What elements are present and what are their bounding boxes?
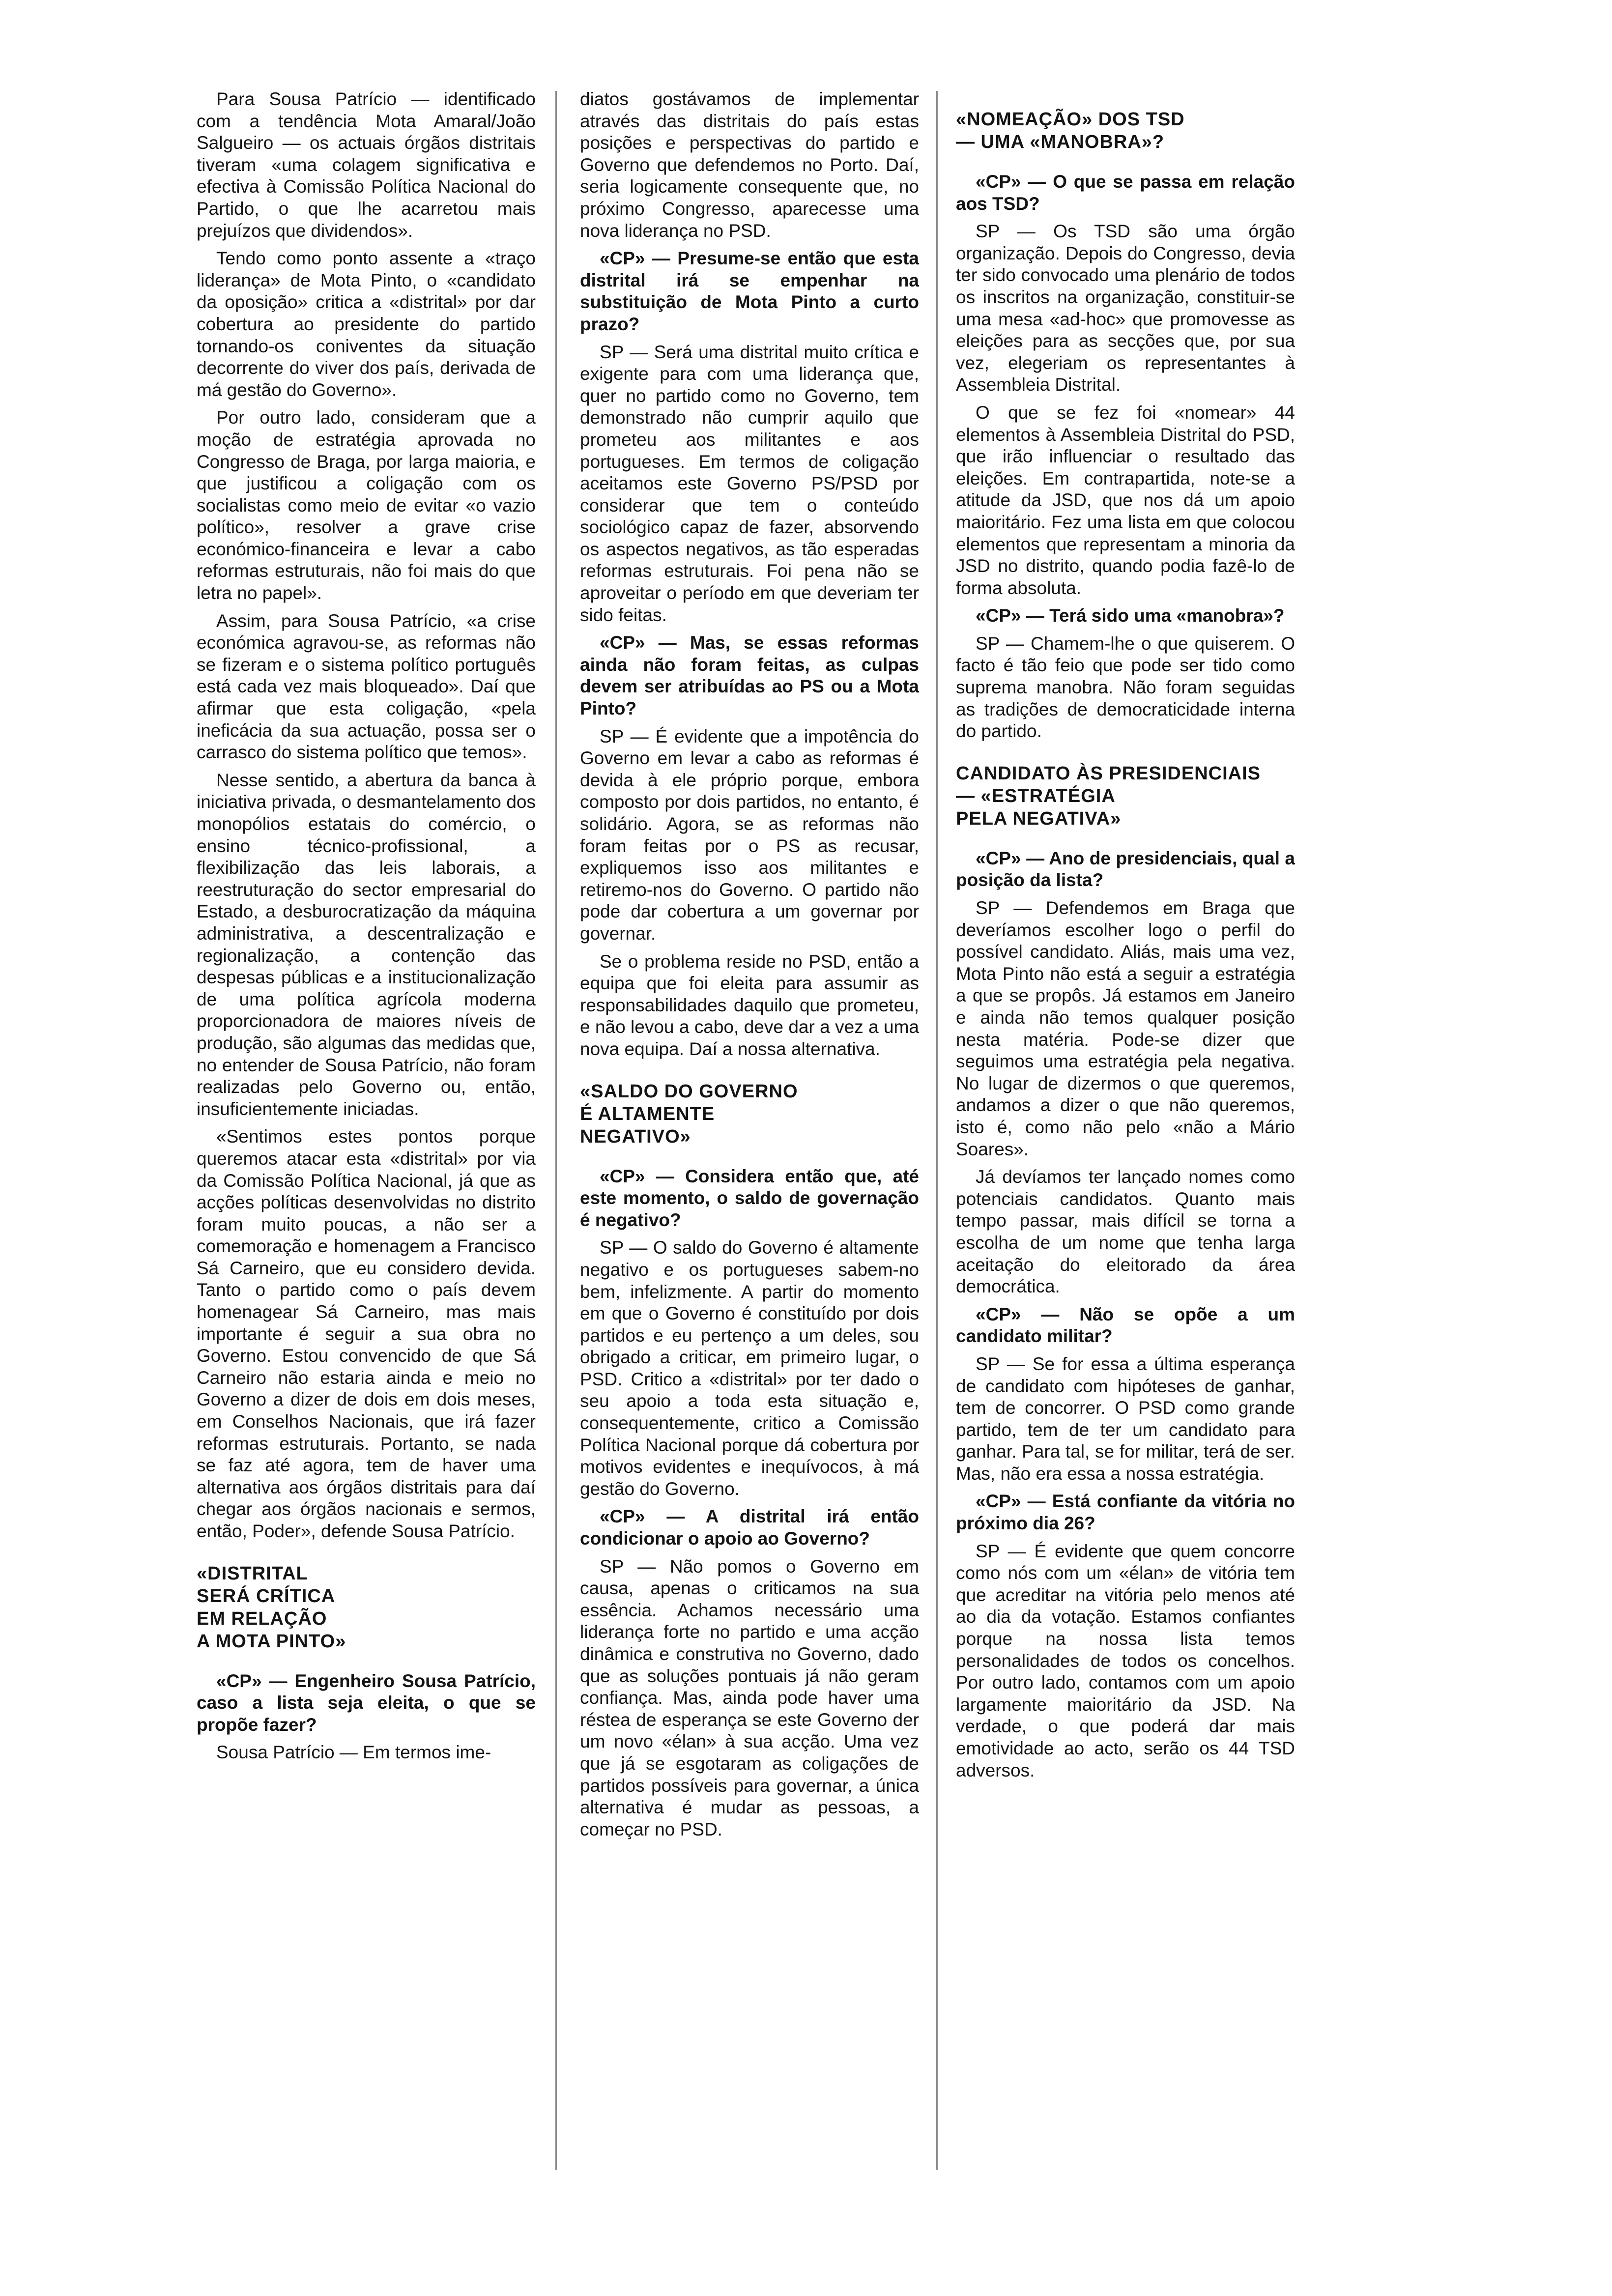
section-heading-line: «DISTRITAL [197, 1563, 308, 1584]
section-heading [580, 1080, 919, 1148]
paragraph: SP — Será uma distrital muito crítica e exigente para com uma liderança que, quer no partido como no Governo, tem demonstrado não cumprir aquilo que prometeu aos militantes e aos portugueses. Em termos de coligação aceitamos este Governo PS/PSD por considerar que tem o conteúdo sociológico capaz de fazer, absorvendo os aspectos negativos, as tão esperadas reformas estruturais. Foi pena não se aproveitar o período em que deveriam ter sido feitas. [580, 342, 919, 625]
section-heading-line: «NOMEAÇÃO» DOS TSD [956, 109, 1185, 130]
paragraph: SP — Defendemos em Braga que deveríamos escolher logo o perfil do possível candidato. Aliás, mais uma vez, Mota Pinto não está a seguir a estratégia a que se propôs. Já estamos em Janeiro e ainda não temos qualquer posição nesta matéria. Pode-se dizer que seguimos uma estratégia pela negativa. No lugar de dizermos o que queremos, andamos a dizer o que não queremos, isto é, como não pelo «não a Mário Soares». [956, 898, 1295, 1159]
interview-question: «CP» — Não se opõe a um candidato militar? [956, 1304, 1295, 1347]
interview-question: «CP» — Está confiante da vitória no próximo dia 26? [956, 1491, 1295, 1534]
section-heading-line: — UMA «MANOBRA»? [956, 132, 1165, 152]
paragraph: SP — Se for essa a última esperança de candidato com hipóteses de ganhar, tem de concorrer. O PSD como grande partido, tem de ter um candidato para ganhar. Para tal, se for militar, terá de ser. Mas, não era essa a nossa estratégia. [956, 1353, 1295, 1484]
section-heading-line: — «ESTRATÉGIA [956, 785, 1116, 806]
section-heading-line: «SALDO DO GOVERNO [580, 1081, 798, 1102]
article-column-2 [580, 88, 919, 1846]
paragraph: Assim, para Sousa Patrício, «a crise económica agravou-se, as reformas não se fizeram e o sistema político português está cada vez mais bloqueado». Daí que afirmar que esta coligação, «pela ineficácia da sua actuação, possa ser o carrasco do sistema político que temos». [197, 610, 536, 763]
paragraph: «Sentimos estes pontos porque queremos atacar esta «distrital» por via da Comissão Política Nacional, já que as acções políticas desenvolvidas no distrito foram muito poucas, a não ser a comemoração e homenagem a Francisco Sá Carneiro, que eu considero devida. Tanto o partido como o país devem homenagear Sá Carneiro, mas mais importante é seguir a sua obra no Governo. Estou convencido de que Sá Carneiro não estaria ainda e meio no Governo a dizer de dois em dois meses, em Conselhos Nacionais, que irá fazer reformas estruturais. Portanto, se nada se faz até agora, tem de haver uma alternativa aos órgãos distritais para daí chegar aos órgãos nacionais e sermos, então, Poder», defende Sousa Patrício. [197, 1126, 536, 1541]
section-heading [197, 1562, 536, 1653]
interview-question: «CP» — O que se passa em relação aos TSD? [956, 172, 1295, 214]
paragraph: Sousa Patrício — Em termos ime- [216, 1742, 491, 1763]
interview-question: «CP» — Mas, se essas reformas ainda não foram feitas, as culpas devem ser atribuídas ao PS ou a Mota Pinto? [580, 632, 919, 719]
section-heading [956, 108, 1295, 153]
paragraph: Para Sousa Patrício — identificado com a tendência Mota Amaral/João Salgueiro — os actuais órgãos distritais tiveram «uma colagem significativa e efectiva à Comissão Política Nacional do Partido, o que lhe acarretou mais prejuízos que dividendos». [197, 89, 536, 241]
paragraph: SP — Chamem-lhe o que quiserem. O facto é tão feio que pode ser tido como suprema manobra. Não foram seguidas as tradições de democraticidade interna do partido. [956, 633, 1295, 742]
section-heading-line: É ALTAMENTE [580, 1103, 715, 1124]
column-rule [936, 91, 938, 2170]
section-heading-line: SERÁ CRÍTICA [197, 1585, 336, 1607]
column-rule [555, 91, 557, 2170]
article-column-1 [197, 88, 536, 1770]
interview-question: «CP» — Engenheiro Sousa Patrício, caso a lista seja eleita, o que se propõe fazer? [197, 1670, 536, 1735]
paragraph: SP — É evidente que quem concorre como nós com um «élan» de vitória tem que acreditar na vitória pelo menos até ao dia da votação. Estamos confiantes porque na nossa lista temos personalidades de todos os concelhos. Por outro lado, contamos com um apoio largamente maioritário da JSD. Na verdade, o que poderá dar mais emotividade ao acto, serão os 44 TSD adversos. [956, 1541, 1295, 1780]
section-heading-line: A MOTA PINTO» [197, 1631, 346, 1652]
section-heading-line: NEGATIVO» [580, 1126, 691, 1147]
interview-question: «CP» — Presume-se então que esta distrital irá se empenhar na substituição de Mota Pinto a curto prazo? [580, 248, 919, 334]
section-heading-line: PELA NEGATIVA» [956, 808, 1122, 829]
paragraph: Por outro lado, consideram que a moção de estratégia aprovada no Congresso de Braga, por larga maioria, e que justificou a coligação com os socialistas como meio de evitar «o vazio político», resolver a grave crise económico-financeira e levar a cabo reformas estruturais, não foi mais do que letra no papel». [197, 407, 536, 603]
interview-question: «CP» — A distrital irá então condicionar o apoio ao Governo? [580, 1506, 919, 1549]
paragraph: SP — O saldo do Governo é altamente negativo e os portugueses sabem-no bem, infelizmente. A partir do momento em que o Governo é constituído por dois partidos e eu pertenço a um deles, sou obrigado a criticar, em primeiro lugar, o PSD. Critico a «distrital» por ter dado o seu apoio a toda esta situação e, consequentemente, critico a Comissão Política Nacional porque dá cobertura por motivos evidentes e inequívocos, à má gestão do Governo. [580, 1237, 919, 1499]
paragraph: Já devíamos ter lançado nomes como potenciais candidatos. Quanto mais tempo passar, mais difícil se torna a escolha de um nome que tenha larga aceitação do eleitorado da área democrática. [956, 1167, 1295, 1297]
paragraph: Nesse sentido, a abertura da banca à iniciativa privada, o desmantelamento dos monopólios estatais do comércio, o ensino técnico-profissional, a flexibilização das leis laborais, a reestruturação do sector empresarial do Estado, a desburocratização da máquina administrativa, a descentralização e regionalização, a contenção das despesas públicas e a institucionalização de uma política agrícola moderna proporcionadora de maiores níveis de produção, são algumas das medidas que, no entender de Sousa Patrício, não foram realizadas pelo Governo ou, então, insuficientemente iniciadas. [197, 770, 536, 1119]
interview-question: «CP» — Terá sido uma «manobra»? [976, 605, 1285, 626]
section-heading-line: CANDIDATO ÀS PRESIDENCIAIS [956, 763, 1261, 784]
paragraph: SP — Os TSD são uma órgão organização. Depois do Congresso, devia ter sido convocado uma plenário de todos os inscritos na organização, constituir-se uma mesa «ad-hoc» que promovesse as eleições para as secções que, por sua vez, elegeriam os representantes à Assembleia Distrital. [956, 221, 1295, 395]
paragraph: O que se fez foi «nomear» 44 elementos à Assembleia Distrital do PSD, que irão influenciar o resultado das eleições. Em contrapartida, note-se a atitude da JSD, que nos dá um apoio maioritário. Fez uma lista em que colocou elementos que representam a minoria da JSD no distrito, quando podia fazê-lo de forma absoluta. [956, 402, 1295, 598]
section-heading [956, 762, 1295, 830]
article-column-3 [956, 88, 1295, 1787]
paragraph: Tendo como ponto assente a «traço liderança» de Mota Pinto, o «candidato da oposição» critica a «distrital» por dar cobertura ao presidente do partido tornando-os coniventes da situação decorrente do viver dos país, derivada de má gestão do Governo». [197, 248, 536, 400]
paragraph: Se o problema reside no PSD, então a equipa que foi eleita para assumir as responsabilidades daquilo que prometeu, e não levou a cabo, deve dar a vez a uma nova equipa. Daí a nossa alternativa. [580, 951, 919, 1059]
interview-question: «CP» — Considera então que, até este momento, o saldo de governação é negativo? [580, 1166, 919, 1230]
section-heading-line: EM RELAÇÃO [197, 1608, 327, 1629]
paragraph-continued: diatos gostávamos de implementar através das distritais do país estas posições e perspectivas do partido e Governo que defendemos no Porto. Daí, seria logicamente consequente que, no próximo Congresso, aparecesse uma nova liderança no PSD. [580, 89, 919, 241]
paragraph: SP — Não pomos o Governo em causa, apenas o criticamos na sua essência. Achamos necessário uma liderança forte no partido e uma acção dinâmica e construtiva no Governo, dado que as soluções pontuais já não geram confiança. Mas, ainda pode haver uma réstea de esperança se este Governo der um novo «élan» à sua acção. Uma vez que já se esgotaram as coligações de partidos possíveis para governar, a única alternativa é mudar as pessoas, a começar no PSD. [580, 1556, 919, 1839]
paragraph: SP — É evidente que a impotência do Governo em levar a cabo as reformas é devida à ele próprio porque, embora composto por dois partidos, no entanto, é solidário. Agora, se as reformas não foram feitas por o PS as recusar, expliquemos isso aos militantes e retiremo-nos do Governo. O partido não pode dar cobertura a um governar por governar. [580, 726, 919, 944]
interview-question: «CP» — Ano de presidenciais, qual a posição da lista? [956, 848, 1295, 890]
